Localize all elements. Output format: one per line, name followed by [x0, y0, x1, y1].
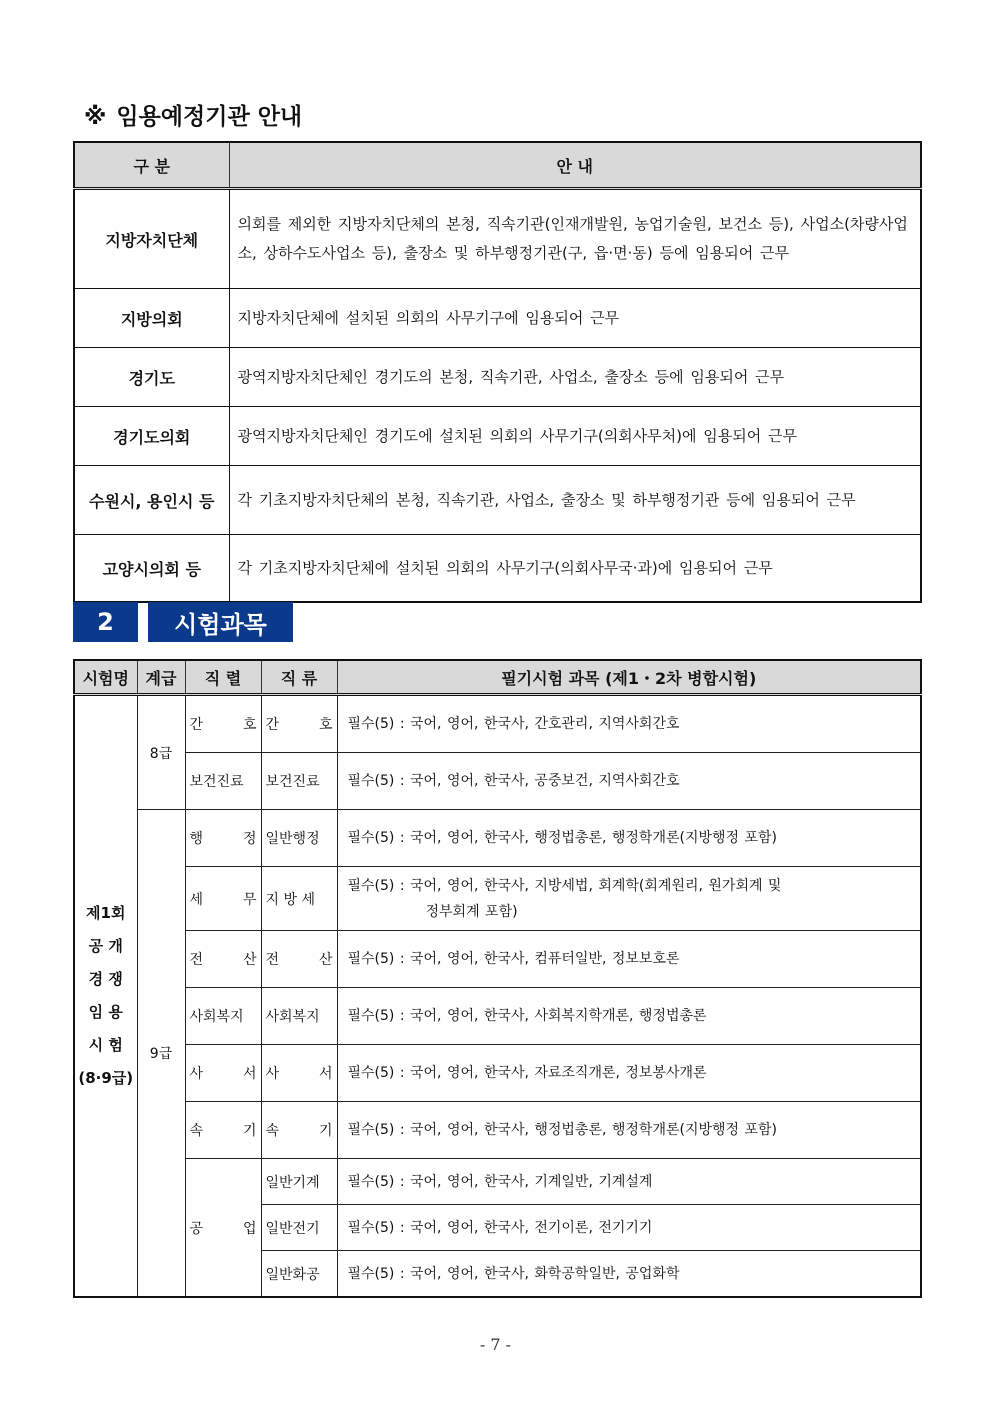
table-row [74, 466, 921, 535]
series-cell [185, 810, 261, 867]
job-cell [261, 931, 337, 988]
job-char: 서 [318, 1066, 333, 1082]
series-cell [185, 1045, 261, 1102]
series-char: 공 [189, 1220, 204, 1237]
category-cell: 지방의회 [74, 289, 229, 348]
header-job: 직 류 [261, 660, 337, 695]
guide-cell: 의회를 제외한 지방자치단체의 본청, 직속기관(인재개발원, 농업기술원, 보건소 등), 사업소(차량사업소, 상하수도사업소 등), 출장소 및 하부행정기관(구, 읍·면·동) 등에 임용되어 근무 [229, 189, 921, 289]
subjects-cell [337, 867, 921, 931]
table-row [74, 931, 921, 988]
exam-name-line: 임 용 [88, 1003, 123, 1021]
exam-subjects-table [73, 659, 922, 1298]
section1-title [84, 98, 302, 131]
subjects-cell: 필수(5) : 국어, 영어, 한국사, 사회복지학개론, 행정법총론 [337, 988, 921, 1045]
job-cell: 일반화공 [261, 1251, 337, 1298]
job-cell: 일반행정 [261, 810, 337, 867]
table-row [74, 753, 921, 810]
table-row [74, 289, 921, 348]
grade-cell: 8급 [137, 695, 185, 810]
category-cell: 경기도의회 [74, 407, 229, 466]
grade-cell: 9급 [137, 810, 185, 1298]
job-char: 호 [318, 717, 333, 733]
guide-cell: 광역지방자치단체인 경기도에 설치된 의회의 사무기구(의회사무처)에 임용되어 근무 [229, 407, 921, 466]
subjects-cell: 필수(5) : 국어, 영어, 한국사, 자료조직개론, 정보봉사개론 [337, 1045, 921, 1102]
job-char: 속 [265, 1123, 280, 1139]
section2-title: 시험과목 [148, 602, 293, 642]
series-cell [185, 1102, 261, 1159]
series-char: 기 [242, 1123, 257, 1139]
series-cell: 보건진료 [185, 753, 261, 810]
table-row [74, 695, 921, 753]
table-row [74, 407, 921, 466]
subjects-cell: 필수(5) : 국어, 영어, 한국사, 컴퓨터일반, 정보보호론 [337, 931, 921, 988]
header-subjects: 필기시험 과목 (제1・2차 병합시험) [337, 660, 921, 695]
header-exam-name: 시험명 [74, 660, 137, 695]
subjects-cell: 필수(5) : 국어, 영어, 한국사, 전기이론, 전기기기 [337, 1205, 921, 1251]
job-char: 사 [265, 1066, 280, 1082]
section1-title-text: 임용예정기관 안내 [116, 104, 303, 130]
series-cell: 사회복지 [185, 988, 261, 1045]
series-char: 업 [242, 1220, 257, 1237]
table-row [74, 189, 921, 289]
job-cell [261, 695, 337, 753]
job-char: 간 [265, 717, 280, 733]
series-char: 세 [189, 891, 204, 908]
guide-cell: 각 기초지방자치단체에 설치된 의회의 사무기구(의회사무국·과)에 임용되어 근무 [229, 535, 921, 603]
job-cell: 사회복지 [261, 988, 337, 1045]
guide-cell: 각 기초지방자치단체의 본청, 직속기관, 사업소, 출장소 및 하부행정기관 등에 임용되어 근무 [229, 466, 921, 535]
page-number: - 7 - [479, 1335, 512, 1354]
subjects-line: 필수(5) : 국어, 영어, 한국사, 지방세법, 회계학(회계원리, 원가회계 및 [347, 877, 782, 894]
subjects-cell: 필수(5) : 국어, 영어, 한국사, 기계일반, 기계설계 [337, 1159, 921, 1205]
exam-name-line: 공 개 [88, 937, 123, 955]
series-char: 무 [242, 891, 257, 908]
category-cell: 경기도 [74, 348, 229, 407]
exam-name-cell [74, 695, 137, 1298]
category-cell: 지방자치단체 [74, 189, 229, 289]
job-cell [261, 1045, 337, 1102]
table-row [74, 1102, 921, 1159]
exam-name-line: 경 쟁 [88, 970, 123, 988]
header-series: 직 렬 [185, 660, 261, 695]
table-row [74, 1045, 921, 1102]
subjects-cell: 필수(5) : 국어, 영어, 한국사, 간호관리, 지역사회간호 [337, 695, 921, 753]
job-cell [261, 1102, 337, 1159]
job-char: 전 [265, 952, 280, 968]
guide-cell: 지방자치단체에 설치된 의회의 사무기구에 임용되어 근무 [229, 289, 921, 348]
series-char: 전 [189, 952, 204, 968]
subjects-cell: 필수(5) : 국어, 영어, 한국사, 화학공학일반, 공업화학 [337, 1251, 921, 1298]
job-cell: 지 방 세 [261, 867, 337, 931]
table-row [74, 810, 921, 867]
series-char: 정 [242, 831, 257, 847]
header-grade: 계급 [137, 660, 185, 695]
exam-name-line: (8·9급) [78, 1069, 134, 1087]
subjects-cell: 필수(5) : 국어, 영어, 한국사, 행정법총론, 행정학개론(지방행정 포함) [337, 1102, 921, 1159]
job-cell: 일반전기 [261, 1205, 337, 1251]
series-char: 호 [242, 717, 257, 733]
section2-number: 2 [73, 602, 138, 642]
guide-cell: 광역지방자치단체인 경기도의 본청, 직속기관, 사업소, 출장소 등에 임용되어 근무 [229, 348, 921, 407]
series-cell [185, 867, 261, 931]
job-char: 산 [318, 952, 333, 968]
table-row [74, 348, 921, 407]
header-guide: 안 내 [229, 142, 921, 189]
table-row [74, 535, 921, 603]
agency-guide-table [73, 141, 922, 603]
exam-name-line: 제1회 [86, 904, 126, 922]
job-cell: 보건진료 [261, 753, 337, 810]
series-cell [185, 931, 261, 988]
series-char: 간 [189, 717, 204, 733]
series-char: 속 [189, 1123, 204, 1139]
series-cell [185, 695, 261, 753]
category-cell: 수원시, 용인시 등 [74, 466, 229, 535]
table-row [74, 867, 921, 931]
subjects-line-cont: 정부회계 포함) [425, 903, 518, 920]
reference-mark-icon: ※ [84, 104, 107, 130]
job-char: 기 [318, 1123, 333, 1139]
job-cell: 일반기계 [261, 1159, 337, 1205]
series-cell [185, 1159, 261, 1298]
table-row [74, 1159, 921, 1205]
header-category: 구 분 [74, 142, 229, 189]
subjects-cell: 필수(5) : 국어, 영어, 한국사, 행정법총론, 행정학개론(지방행정 포함) [337, 810, 921, 867]
series-char: 서 [242, 1066, 257, 1082]
subjects-cell: 필수(5) : 국어, 영어, 한국사, 공중보건, 지역사회간호 [337, 753, 921, 810]
exam-name-line: 시 험 [88, 1036, 123, 1054]
series-char: 행 [189, 831, 204, 847]
category-cell: 고양시의회 등 [74, 535, 229, 603]
series-char: 사 [189, 1066, 204, 1082]
table-row [74, 988, 921, 1045]
series-char: 산 [242, 952, 257, 968]
